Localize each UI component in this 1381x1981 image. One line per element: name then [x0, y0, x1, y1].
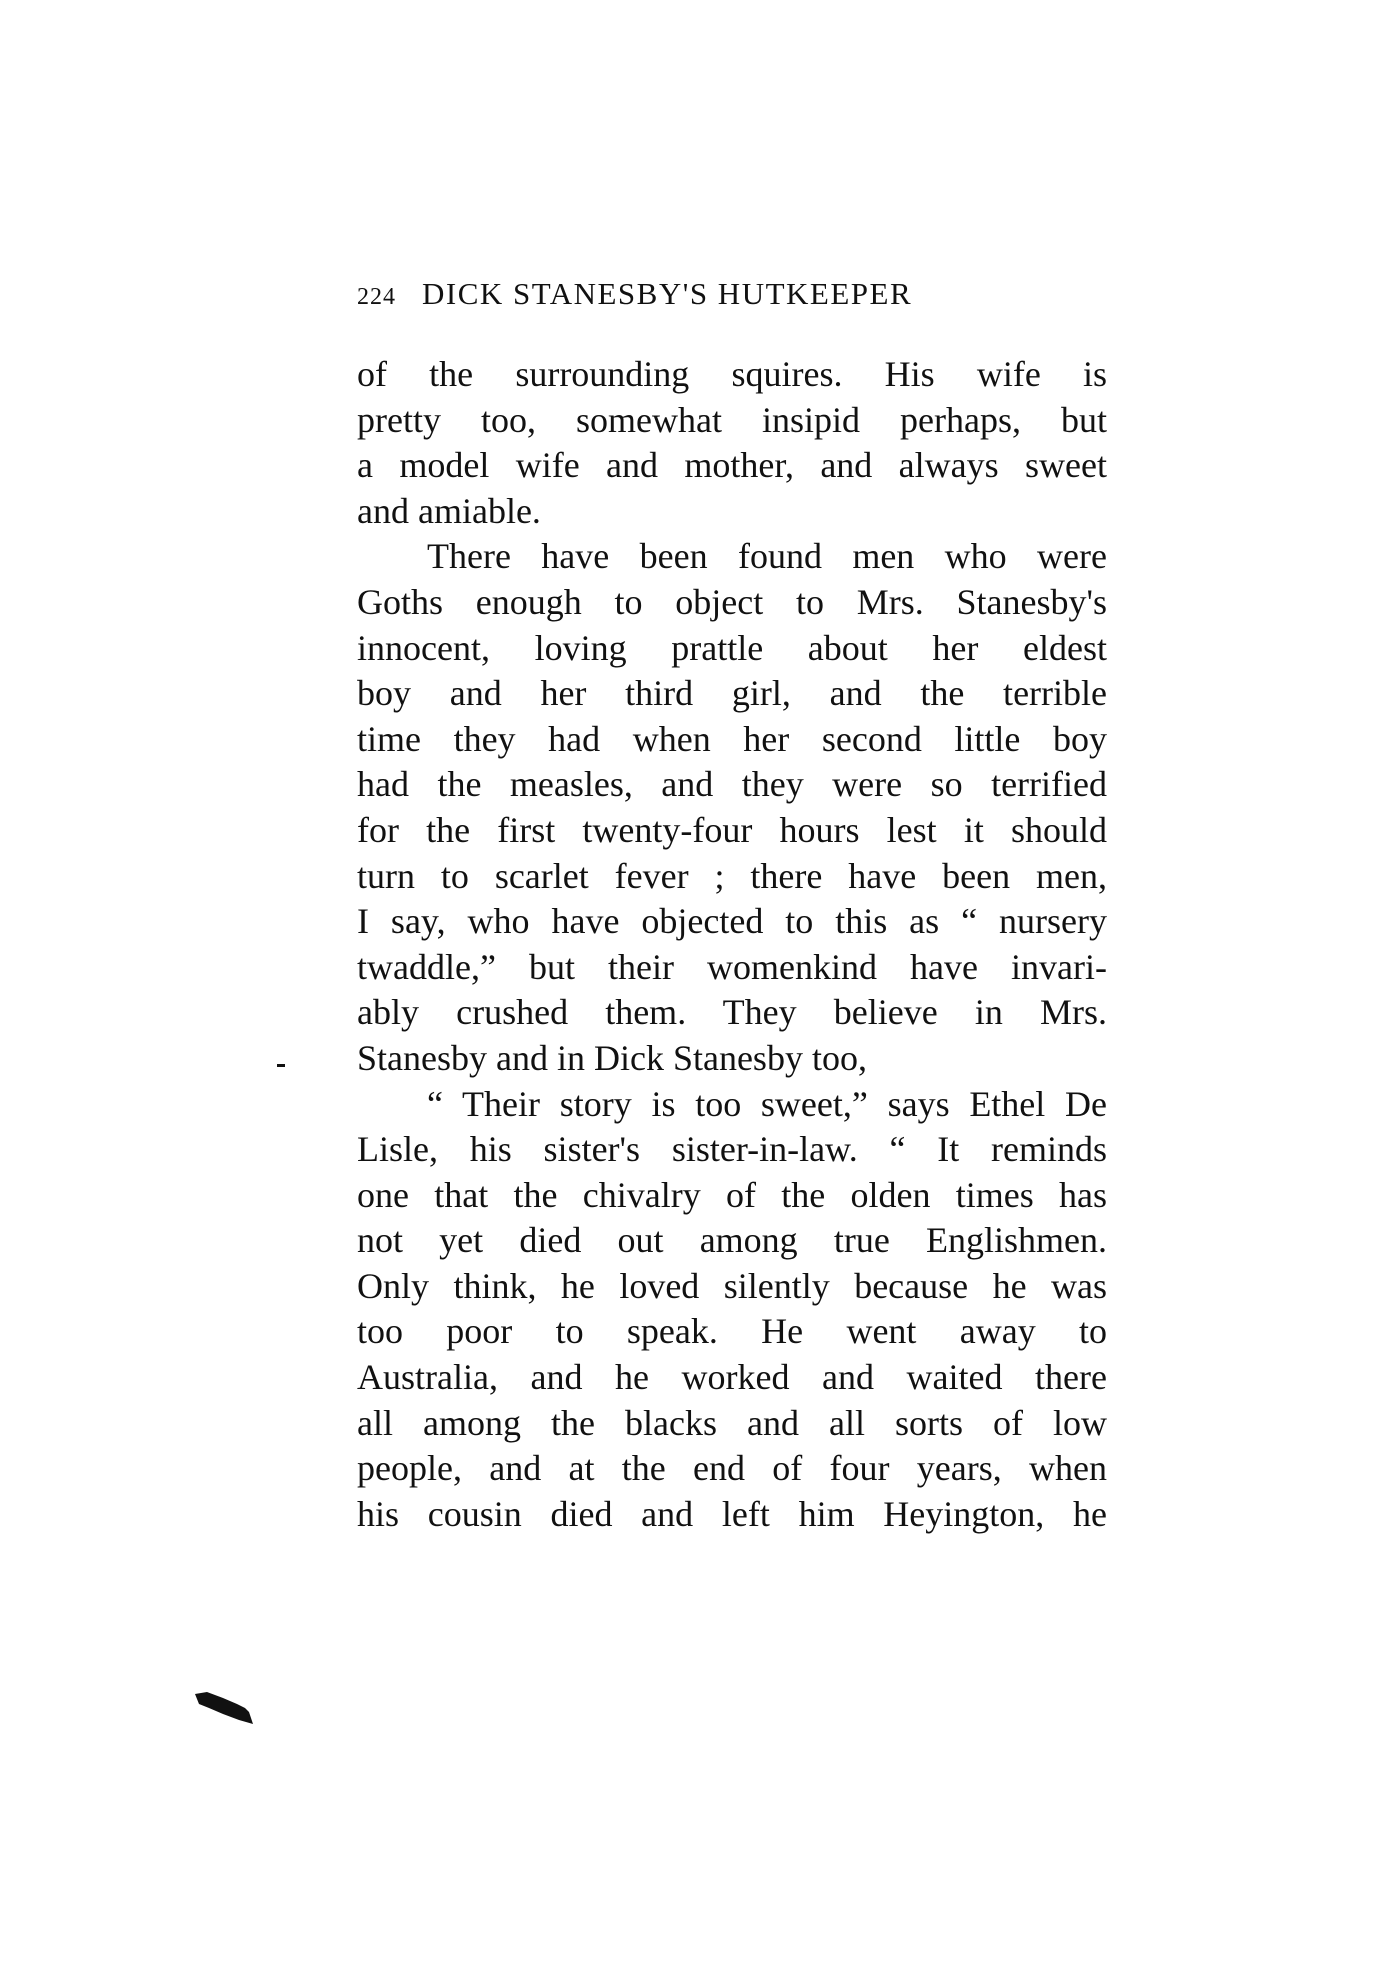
text-line: had the measles, and they were so terrified [357, 764, 1107, 805]
text-line: There have been found men who were [427, 536, 1107, 577]
text-line: turn to scarlet fever ; there have been men, [357, 855, 1107, 896]
text-line: Only think, he loved silently because he was [357, 1265, 1107, 1306]
text-line: too poor to speak. He went away to [357, 1311, 1107, 1352]
text-line: all among the blacks and all sorts of low [357, 1402, 1107, 1443]
text-line: Goths enough to object to Mrs. Stanesby's [357, 581, 1107, 622]
text-line: Lisle, his sister's sister-in-law. “ It reminds [357, 1129, 1107, 1170]
text-line: ably crushed them. They believe in Mrs. [357, 992, 1107, 1033]
stray-mark [277, 1064, 285, 1067]
body-text [357, 352, 1107, 1537]
text-line: one that the chivalry of the olden times has [357, 1174, 1107, 1215]
text-line: boy and her third girl, and the terrible [357, 673, 1107, 714]
running-title: DICK STANESBY'S HUTKEEPER [422, 276, 913, 311]
text-line: Australia, and he worked and waited there [357, 1357, 1107, 1398]
text-line: of the surrounding squires. His wife is [357, 354, 1107, 394]
text-line: people, and at the end of four years, when [357, 1448, 1107, 1489]
text-line: twaddle,” but their womenkind have invari- [357, 946, 1107, 987]
text-line: time they had when her second little boy [357, 718, 1107, 759]
running-head [357, 276, 1107, 316]
text-line: for the first twenty-four hours lest it should [357, 809, 1107, 850]
page-number: 224 [357, 284, 396, 310]
text-line: and amiable. [357, 490, 541, 531]
text-line: Stanesby and in Dick Stanesby too, [357, 1037, 867, 1078]
text-line: a model wife and mother, and always sweet [357, 445, 1107, 486]
text-line: “ Their story is too sweet,” says Ethel De [427, 1083, 1107, 1124]
text-line: his cousin died and left him Heyington, he [357, 1493, 1107, 1534]
text-line: innocent, loving prattle about her eldest [357, 627, 1107, 668]
ink-blot [193, 1690, 255, 1726]
text-line: I say, who have objected to this as “ nursery [357, 901, 1107, 942]
text-line: not yet died out among true Englishmen. [357, 1220, 1107, 1261]
text-line: pretty too, somewhat insipid perhaps, but [357, 399, 1107, 440]
